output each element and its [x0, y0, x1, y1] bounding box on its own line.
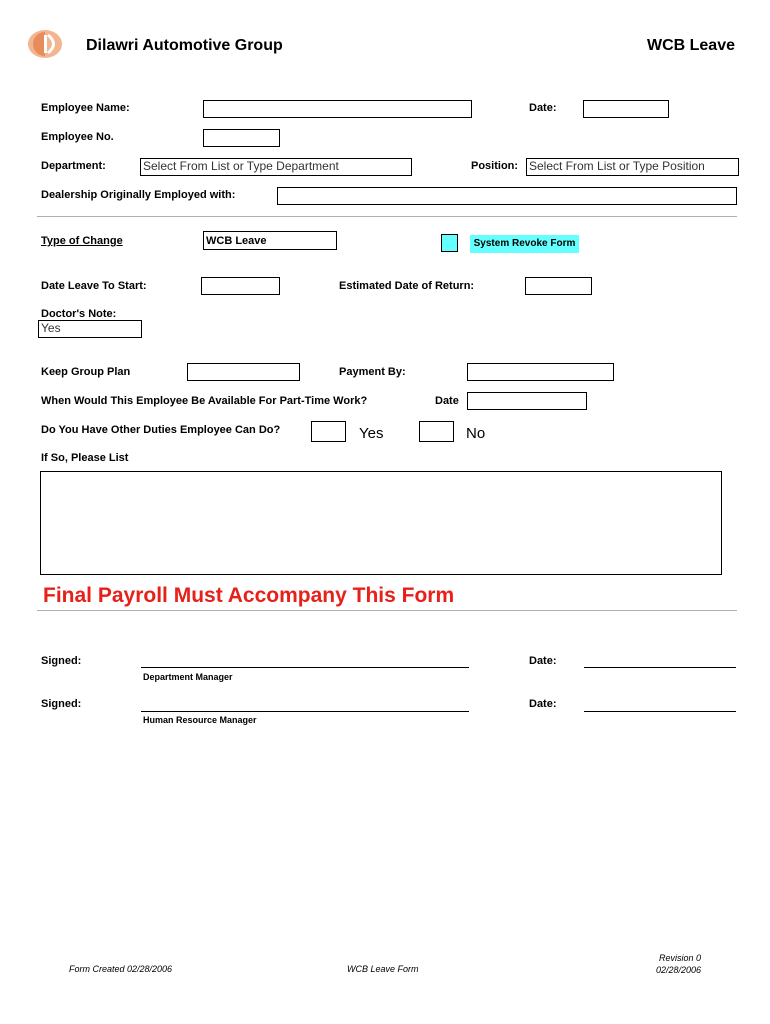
sign-date-line-2[interactable]: [584, 711, 736, 712]
doctors-note-label: Doctor's Note:: [41, 308, 117, 320]
employee-name-field[interactable]: [203, 100, 472, 118]
signed-label-1: Signed:: [41, 655, 82, 667]
final-payroll-notice: Final Payroll Must Accompany This Form: [43, 584, 455, 607]
system-revoke-button[interactable]: System Revoke Form: [470, 235, 579, 253]
keep-group-plan-label: Keep Group Plan: [41, 366, 131, 378]
type-of-change-field[interactable]: WCB Leave: [203, 231, 337, 250]
other-duties-no-checkbox[interactable]: [419, 421, 454, 442]
footer-revision: Revision 0: [658, 953, 701, 963]
date-leave-start-field[interactable]: [201, 277, 280, 295]
part-time-date-field[interactable]: [467, 392, 587, 410]
signed-label-2: Signed:: [41, 698, 82, 710]
please-list-label: If So, Please List: [41, 452, 129, 464]
footer-revision-date: 02/28/2006: [655, 965, 701, 975]
payment-by-label: Payment By:: [339, 366, 406, 378]
signature-role-2: Human Resource Manager: [143, 715, 257, 725]
department-field[interactable]: Select From List or Type Department: [140, 158, 412, 176]
part-time-date-label: Date: [435, 395, 459, 407]
department-label: Department:: [41, 160, 106, 172]
payment-by-field[interactable]: [467, 363, 614, 381]
estimated-return-label: Estimated Date of Return:: [339, 280, 475, 292]
footer-created: Form Created 02/28/2006: [69, 964, 173, 974]
system-revoke-checkbox[interactable]: [441, 234, 458, 252]
type-of-change-label: Type of Change: [41, 235, 123, 247]
signature-role-1: Department Manager: [143, 672, 233, 682]
signature-line-2[interactable]: [141, 711, 469, 712]
signature-line-1[interactable]: [141, 667, 469, 668]
form-title: WCB Leave: [646, 37, 735, 54]
section-divider: [37, 216, 737, 217]
sign-date-label-1: Date:: [529, 655, 557, 667]
dealership-field[interactable]: [277, 187, 737, 205]
date-leave-start-label: Date Leave To Start:: [41, 280, 147, 292]
keep-group-plan-field[interactable]: [187, 363, 300, 381]
date-top-field[interactable]: [583, 100, 669, 118]
dealership-label: Dealership Originally Employed with:: [41, 189, 236, 201]
please-list-textarea[interactable]: [40, 471, 722, 575]
position-field[interactable]: Select From List or Type Position: [526, 158, 739, 176]
other-duties-yes-checkbox[interactable]: [311, 421, 346, 442]
doctors-note-field[interactable]: Yes: [38, 320, 142, 338]
date-top-label: Date:: [529, 102, 557, 114]
position-label: Position:: [471, 160, 519, 172]
company-name: Dilawri Automotive Group: [86, 37, 283, 54]
employee-no-field[interactable]: [203, 129, 280, 147]
other-duties-no-label: No: [466, 425, 486, 442]
sign-date-line-1[interactable]: [584, 667, 736, 668]
notice-divider: [37, 610, 737, 611]
sign-date-label-2: Date:: [529, 698, 557, 710]
other-duties-label: Do You Have Other Duties Employee Can Do?: [41, 424, 281, 436]
part-time-label: When Would This Employee Be Available For Part-Time Work?: [41, 395, 368, 407]
other-duties-yes-label: Yes: [359, 425, 384, 442]
dilawri-logo-icon: [27, 29, 63, 59]
footer-form-name: WCB Leave Form: [347, 964, 419, 974]
employee-no-label: Employee No.: [41, 131, 114, 143]
estimated-return-field[interactable]: [525, 277, 592, 295]
employee-name-label: Employee Name:: [41, 102, 130, 114]
